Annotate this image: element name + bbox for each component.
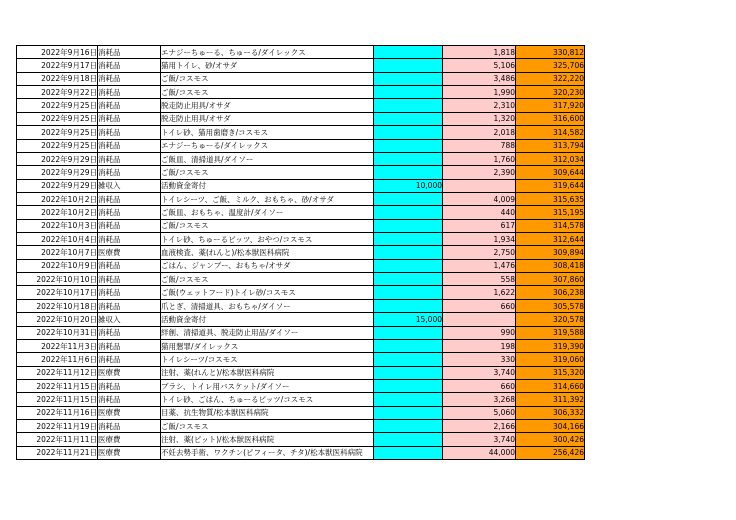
- balance-cell: 309,894: [516, 246, 585, 259]
- ledger-row: [17, 313, 585, 326]
- expense-cell: 2,310: [443, 99, 516, 112]
- description-cell: トイレ砂、ごはん、ちゅーるビッツ/コスモス: [161, 393, 374, 406]
- income-cell: [374, 446, 443, 459]
- description-cell: 脱走防止用具/オサダ: [161, 99, 374, 112]
- category-cell: 消耗品: [98, 219, 161, 232]
- category-cell: 消耗品: [98, 126, 161, 139]
- expense-cell: 5,106: [443, 59, 516, 72]
- expense-cell: 990: [443, 326, 516, 339]
- balance-cell: 312,034: [516, 152, 585, 165]
- date-cell: 2022年10月18日: [17, 299, 98, 312]
- expense-cell: 660: [443, 299, 516, 312]
- ledger-row: [17, 112, 585, 125]
- date-cell: 2022年9月18日: [17, 72, 98, 85]
- balance-cell: 304,166: [516, 420, 585, 433]
- description-cell: ご飯皿、おもちゃ、温度計/ダイソー: [161, 206, 374, 219]
- description-cell: 脱走防止用具/オサダ: [161, 112, 374, 125]
- category-cell: 消耗品: [98, 339, 161, 352]
- balance-cell: 314,578: [516, 219, 585, 232]
- ledger-row: [17, 353, 585, 366]
- date-cell: 2022年10月9日: [17, 259, 98, 272]
- income-cell: [374, 326, 443, 339]
- income-cell: [374, 339, 443, 352]
- ledger-row: [17, 339, 585, 352]
- date-cell: 2022年10月31日: [17, 326, 98, 339]
- balance-cell: 315,635: [516, 192, 585, 205]
- expense-cell: 3,486: [443, 72, 516, 85]
- category-cell: 消耗品: [98, 273, 161, 286]
- balance-cell: 305,578: [516, 299, 585, 312]
- income-cell: [374, 112, 443, 125]
- ledger-row: [17, 219, 585, 232]
- description-cell: 猫用懇罪/ダイレックス: [161, 339, 374, 352]
- income-cell: [374, 233, 443, 246]
- balance-cell: 320,578: [516, 313, 585, 326]
- balance-cell: 315,320: [516, 366, 585, 379]
- expense-cell: [443, 313, 516, 326]
- ledger-table: [16, 45, 585, 460]
- expense-cell: 1,990: [443, 86, 516, 99]
- balance-cell: 311,392: [516, 393, 585, 406]
- description-cell: エナジーちゅーる/ダイレックス: [161, 139, 374, 152]
- category-cell: 消耗品: [98, 353, 161, 366]
- date-cell: 2022年10月3日: [17, 219, 98, 232]
- ledger-row: [17, 446, 585, 459]
- income-cell: [374, 246, 443, 259]
- category-cell: 消耗品: [98, 72, 161, 85]
- description-cell: ご飯皿、清掃道具/ダイソー: [161, 152, 374, 165]
- income-cell: [374, 433, 443, 446]
- ledger-row: [17, 286, 585, 299]
- ledger-row: [17, 406, 585, 419]
- date-cell: 2022年11月15日: [17, 379, 98, 392]
- date-cell: 2022年9月25日: [17, 139, 98, 152]
- date-cell: 2022年10月4日: [17, 233, 98, 246]
- ledger-row: [17, 326, 585, 339]
- income-cell: [374, 126, 443, 139]
- balance-cell: 314,660: [516, 379, 585, 392]
- income-cell: [374, 286, 443, 299]
- date-cell: 2022年10月17日: [17, 286, 98, 299]
- date-cell: 2022年9月29日: [17, 166, 98, 179]
- date-cell: 2022年9月22日: [17, 86, 98, 99]
- income-cell: [374, 86, 443, 99]
- category-cell: 消耗品: [98, 393, 161, 406]
- description-cell: 注射、薬(ピット)/松本獣医科病院: [161, 433, 374, 446]
- balance-cell: 319,588: [516, 326, 585, 339]
- expense-cell: 617: [443, 219, 516, 232]
- balance-cell: 308,418: [516, 259, 585, 272]
- expense-cell: 198: [443, 339, 516, 352]
- ledger-row: [17, 299, 585, 312]
- category-cell: 消耗品: [98, 152, 161, 165]
- category-cell: 消耗品: [98, 206, 161, 219]
- description-cell: ご飯/コスモス: [161, 420, 374, 433]
- date-cell: 2022年9月25日: [17, 112, 98, 125]
- income-cell: [374, 273, 443, 286]
- balance-cell: 322,220: [516, 72, 585, 85]
- description-cell: 不妊去勢手術、ワクチン(ピフィータ、チタ)/松本獣医科病院: [161, 446, 374, 459]
- income-cell: [374, 393, 443, 406]
- ledger-row: [17, 152, 585, 165]
- income-cell: [374, 219, 443, 232]
- balance-cell: 317,920: [516, 99, 585, 112]
- income-cell: [374, 139, 443, 152]
- expense-cell: 1,760: [443, 152, 516, 165]
- ledger-row: [17, 206, 585, 219]
- expense-cell: 330: [443, 353, 516, 366]
- category-cell: 消耗品: [98, 286, 161, 299]
- ledger-row: [17, 139, 585, 152]
- ledger-row: [17, 233, 585, 246]
- income-cell: [374, 366, 443, 379]
- ledger-row: [17, 366, 585, 379]
- balance-cell: 319,060: [516, 353, 585, 366]
- category-cell: 医療費: [98, 246, 161, 259]
- description-cell: ご飯(ウェットフード)トイレ砂/コスモス: [161, 286, 374, 299]
- ledger-row: [17, 246, 585, 259]
- category-cell: 消耗品: [98, 99, 161, 112]
- date-cell: 2022年11月15日: [17, 393, 98, 406]
- balance-cell: 320,230: [516, 86, 585, 99]
- description-cell: ご飯/コスモス: [161, 273, 374, 286]
- ledger-row: [17, 99, 585, 112]
- date-cell: 2022年11月6日: [17, 353, 98, 366]
- balance-cell: 256,426: [516, 446, 585, 459]
- category-cell: 雑収入: [98, 313, 161, 326]
- income-cell: [374, 406, 443, 419]
- income-cell: [374, 166, 443, 179]
- date-cell: 2022年9月25日: [17, 99, 98, 112]
- balance-cell: 319,390: [516, 339, 585, 352]
- balance-cell: 306,332: [516, 406, 585, 419]
- description-cell: ご飯/コスモス: [161, 219, 374, 232]
- income-cell: 15,000: [374, 313, 443, 326]
- category-cell: 医療費: [98, 366, 161, 379]
- expense-cell: 2,750: [443, 246, 516, 259]
- income-cell: [374, 353, 443, 366]
- ledger-row: [17, 86, 585, 99]
- ledger-row: [17, 72, 585, 85]
- ledger-row: [17, 179, 585, 192]
- description-cell: 目薬、抗生物質/松本獣医科病院: [161, 406, 374, 419]
- expense-cell: 3,740: [443, 366, 516, 379]
- description-cell: ブラシ、トイレ用バスケット/ダイソー: [161, 379, 374, 392]
- date-cell: 2022年9月17日: [17, 59, 98, 72]
- ledger-row: [17, 433, 585, 446]
- income-cell: [374, 152, 443, 165]
- balance-cell: 312,644: [516, 233, 585, 246]
- ledger-row: [17, 126, 585, 139]
- expense-cell: 3,268: [443, 393, 516, 406]
- balance-cell: 316,600: [516, 112, 585, 125]
- category-cell: 医療費: [98, 433, 161, 446]
- date-cell: 2022年10月2日: [17, 206, 98, 219]
- category-cell: 消耗品: [98, 299, 161, 312]
- ledger-row: [17, 46, 585, 59]
- description-cell: トイレ砂、猫用歯磨き/コスモス: [161, 126, 374, 139]
- date-cell: 2022年11月3日: [17, 339, 98, 352]
- category-cell: 消耗品: [98, 86, 161, 99]
- balance-cell: 309,644: [516, 166, 585, 179]
- category-cell: 消耗品: [98, 46, 161, 59]
- description-cell: 活動資金寄付: [161, 313, 374, 326]
- expense-cell: 5,060: [443, 406, 516, 419]
- category-cell: 消耗品: [98, 192, 161, 205]
- description-cell: 絆創、清掃道具、脱走防止用品/ダイソー: [161, 326, 374, 339]
- date-cell: 2022年9月16日: [17, 46, 98, 59]
- category-cell: 消耗品: [98, 112, 161, 125]
- date-cell: 2022年11月16日: [17, 406, 98, 419]
- description-cell: エナジーちゅーる、ちゅーる/ダイレックス: [161, 46, 374, 59]
- category-cell: 消耗品: [98, 166, 161, 179]
- expense-cell: 558: [443, 273, 516, 286]
- description-cell: 活動資金寄付: [161, 179, 374, 192]
- expense-cell: [443, 179, 516, 192]
- income-cell: [374, 46, 443, 59]
- expense-cell: 660: [443, 379, 516, 392]
- description-cell: トイレシーツ、ご飯、ミルク、おもちゃ、砂/オサダ: [161, 192, 374, 205]
- date-cell: 2022年11月19日: [17, 420, 98, 433]
- expense-cell: 788: [443, 139, 516, 152]
- ledger-row: [17, 192, 585, 205]
- category-cell: 雑収入: [98, 179, 161, 192]
- category-cell: 消耗品: [98, 420, 161, 433]
- date-cell: 2022年9月25日: [17, 126, 98, 139]
- ledger-row: [17, 166, 585, 179]
- date-cell: 2022年11月12日: [17, 366, 98, 379]
- date-cell: 2022年10月2日: [17, 192, 98, 205]
- income-cell: 10,000: [374, 179, 443, 192]
- description-cell: 血液検査、薬(れんと)/松本獣医科病院: [161, 246, 374, 259]
- balance-cell: 315,195: [516, 206, 585, 219]
- income-cell: [374, 259, 443, 272]
- date-cell: 2022年10月20日: [17, 313, 98, 326]
- balance-cell: 300,426: [516, 433, 585, 446]
- balance-cell: 306,238: [516, 286, 585, 299]
- expense-cell: 4,009: [443, 192, 516, 205]
- category-cell: 消耗品: [98, 379, 161, 392]
- income-cell: [374, 99, 443, 112]
- description-cell: 注射、薬(れんと)/松本獣医科病院: [161, 366, 374, 379]
- ledger-body: [17, 46, 585, 460]
- expense-cell: 440: [443, 206, 516, 219]
- income-cell: [374, 59, 443, 72]
- expense-cell: 1,934: [443, 233, 516, 246]
- balance-cell: 314,582: [516, 126, 585, 139]
- ledger-row: [17, 273, 585, 286]
- expense-cell: 2,018: [443, 126, 516, 139]
- category-cell: 医療費: [98, 446, 161, 459]
- description-cell: ご飯/コスモス: [161, 86, 374, 99]
- description-cell: トイレ砂、ちゅーるビッツ、おやつ/コスモス: [161, 233, 374, 246]
- date-cell: 2022年9月29日: [17, 179, 98, 192]
- expense-cell: 1,476: [443, 259, 516, 272]
- ledger-row: [17, 379, 585, 392]
- balance-cell: 330,812: [516, 46, 585, 59]
- income-cell: [374, 420, 443, 433]
- category-cell: 消耗品: [98, 59, 161, 72]
- income-cell: [374, 299, 443, 312]
- expense-cell: 1,818: [443, 46, 516, 59]
- balance-cell: 313,794: [516, 139, 585, 152]
- expense-cell: 3,740: [443, 433, 516, 446]
- ledger-row: [17, 420, 585, 433]
- date-cell: 2022年10月7日: [17, 246, 98, 259]
- category-cell: 消耗品: [98, 259, 161, 272]
- description-cell: トイレシーツ/コスモス: [161, 353, 374, 366]
- description-cell: ご飯/コスモス: [161, 166, 374, 179]
- date-cell: 2022年11月21日: [17, 446, 98, 459]
- category-cell: 消耗品: [98, 326, 161, 339]
- description-cell: 猫用トイレ、砂/オサダ: [161, 59, 374, 72]
- ledger-row: [17, 259, 585, 272]
- category-cell: 消耗品: [98, 139, 161, 152]
- date-cell: 2022年9月29日: [17, 152, 98, 165]
- date-cell: 2022年11月11日: [17, 433, 98, 446]
- ledger-row: [17, 393, 585, 406]
- ledger-row: [17, 59, 585, 72]
- balance-cell: 319,644: [516, 179, 585, 192]
- category-cell: 医療費: [98, 406, 161, 419]
- balance-cell: 307,860: [516, 273, 585, 286]
- description-cell: ご飯/コスモス: [161, 72, 374, 85]
- income-cell: [374, 379, 443, 392]
- expense-cell: 2,390: [443, 166, 516, 179]
- category-cell: 消耗品: [98, 233, 161, 246]
- description-cell: ごはん、ジャンブー、おもちゃ/オサダ: [161, 259, 374, 272]
- income-cell: [374, 206, 443, 219]
- balance-cell: 325,706: [516, 59, 585, 72]
- expense-cell: 44,000: [443, 446, 516, 459]
- income-cell: [374, 72, 443, 85]
- expense-cell: 1,320: [443, 112, 516, 125]
- expense-cell: 1,622: [443, 286, 516, 299]
- description-cell: 爪とぎ、清掃道具、おもちゃ/ダイソー: [161, 299, 374, 312]
- date-cell: 2022年10月10日: [17, 273, 98, 286]
- expense-cell: 2,166: [443, 420, 516, 433]
- income-cell: [374, 192, 443, 205]
